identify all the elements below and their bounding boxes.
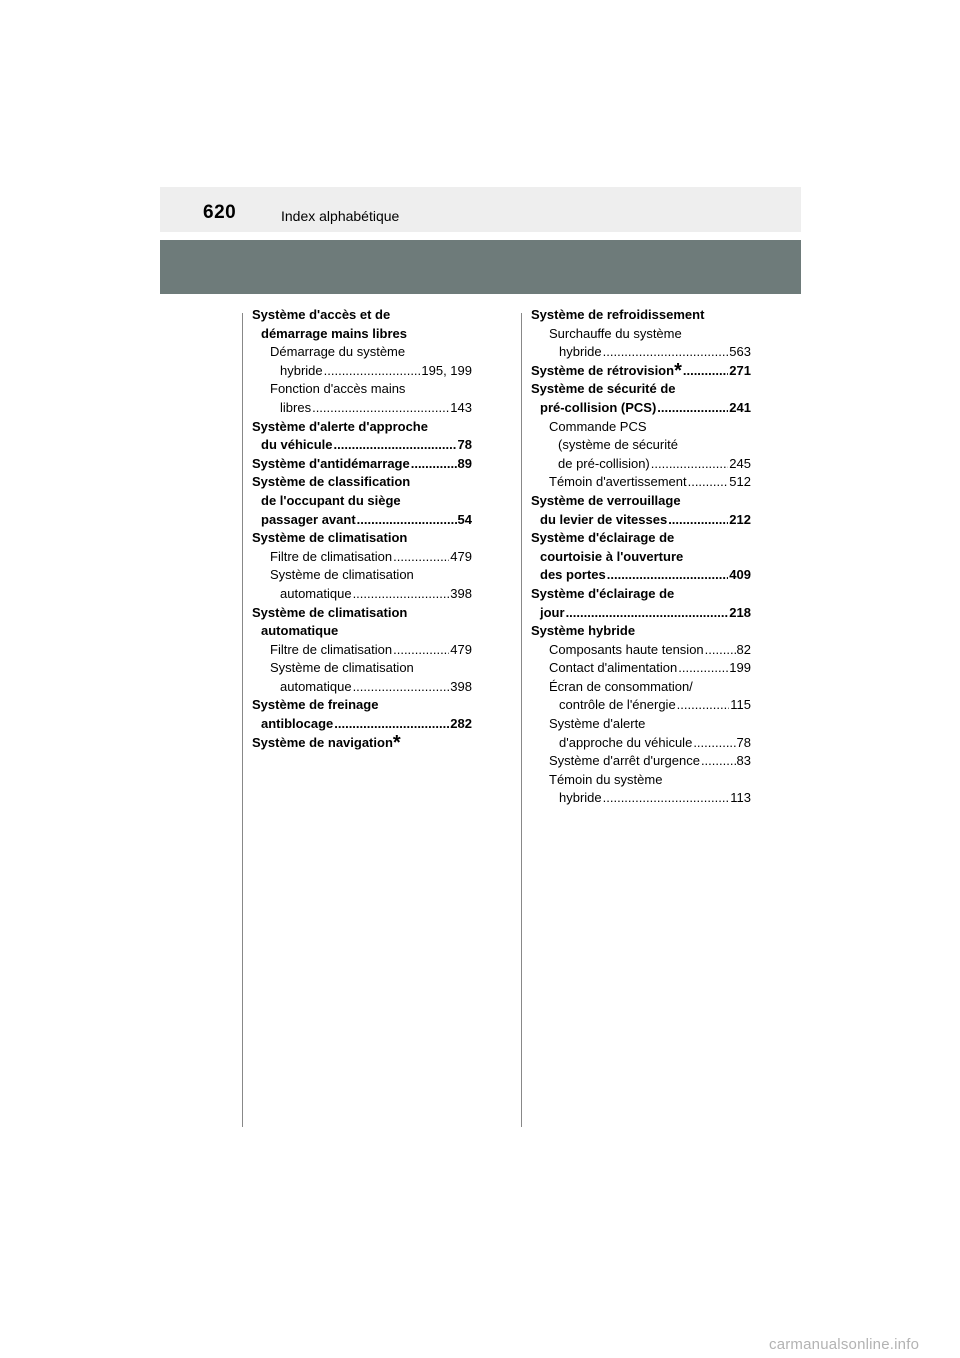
index-subentry-line [531,696,751,715]
dot-leader [668,511,728,530]
header-strip [160,187,801,232]
page-ref: 83 [736,753,751,769]
index-subentry-line [531,789,751,808]
index-entry-heading-cont: de l'occupant du siège [261,492,401,508]
page-ref: 398 [450,585,472,601]
footnote-star: * [674,359,682,382]
entry-text: contrôle de l'énergie [559,697,676,713]
index-entry-line [531,359,751,382]
page-ref: 82 [736,641,751,657]
entry-text: hybride [280,362,323,378]
entry-label: Système de rétrovision [531,362,675,378]
index-entry-heading: Système de sécurité de [531,381,676,397]
index-subentry: Surchauffe du système [549,325,682,341]
page-ref: 282 [450,716,472,732]
page-ref: 195, 199 [421,362,472,378]
dot-leader [693,734,735,753]
page-ref: 241 [729,399,751,415]
entry-text: libres [280,399,312,415]
index-subentry: Système de climatisation [270,567,414,583]
index-subentry-line [252,678,472,697]
dot-leader [353,585,450,604]
index-subentry-line [531,734,751,753]
index-entry-heading-cont: démarrage mains libres [261,325,407,341]
index-entry-line [252,715,472,734]
page-ref: 113 [730,790,751,806]
index-subentry-line [252,362,472,381]
entry-text: hybride [559,790,602,806]
index-entry-heading-cont: automatique [261,623,339,639]
entry-text: pré-collision (PCS) [540,399,657,415]
page-ref: 54 [457,511,472,527]
dot-leader [701,752,736,771]
index-entry-heading-cont: courtoisie à l'ouverture [540,548,684,564]
index-entry-heading: Système de verrouillage [531,492,681,508]
dot-leader [677,696,730,715]
entry-text: Contact d'alimentation [549,660,678,676]
entry-text: Composants haute tension [549,641,704,657]
index-subentry-cont: (système de sécurité [558,437,678,453]
dot-leader [603,343,729,362]
entry-text: antiblocage [261,716,334,732]
index-subentry-line [531,473,751,492]
dot-leader [705,641,736,660]
page-ref: 409 [729,567,751,583]
index-entry-heading: Système d'éclairage de [531,585,675,601]
page-ref: 271 [729,362,751,378]
dot-leader [334,715,449,734]
dot-leader [603,789,730,808]
page-ref: 212 [729,511,751,527]
page-ref: 563 [729,344,751,360]
column-rule-left [242,313,243,1127]
index-entry-line [531,566,751,585]
index-entry-line [531,399,751,418]
dot-leader [566,604,729,623]
watermark: carmanualsonline.info [769,1336,920,1353]
entry-text: jour [540,604,565,620]
index-entry-heading: Système hybride [531,623,636,639]
entry-text: Témoin d'avertissement [549,474,687,490]
dot-leader [607,566,729,585]
index-entry-heading: Système d'alerte d'approche [252,418,428,434]
dot-leader [353,678,450,697]
page-ref: 218 [729,604,751,620]
page-number: 620 [203,202,237,223]
dot-leader [411,455,457,474]
dot-leader [657,399,728,418]
entry-text: Filtre de climatisation [270,641,393,657]
page-ref: 398 [450,678,472,694]
column-rule-right [521,313,522,1127]
index-column-left [252,306,472,752]
index-subentry-line [252,399,472,418]
dot-leader [324,362,421,381]
index-entry-heading [252,731,472,754]
dot-leader [651,455,729,474]
entry-text: Système de navigation [252,734,393,750]
index-entry-line [531,604,751,623]
index-entry-heading: Système de freinage [252,697,379,713]
page-ref: 143 [450,399,472,415]
index-subentry-line [252,585,472,604]
dot-leader [393,548,449,567]
dot-leader [683,362,728,381]
dot-leader [334,436,457,455]
entry-text: Filtre de climatisation [270,548,393,564]
entry-text [531,359,682,382]
index-subentry: Écran de consommation/ [549,678,693,694]
index-subentry-line [531,659,751,678]
index-entry-line [531,511,751,530]
entry-text: Système d'antidémarrage [252,455,410,471]
index-subentry-line [531,455,751,474]
index-subentry: Commande PCS [549,418,647,434]
index-subentry-line [531,752,751,771]
index-entry-line [252,511,472,530]
page-ref: 89 [457,455,472,471]
entry-text: d'approche du véhicule [559,734,693,750]
page-ref: 479 [450,548,472,564]
index-subentry-line [531,343,751,362]
index-column-right [531,306,751,808]
dot-leader [312,399,449,418]
index-subentry: Système d'alerte [549,716,646,732]
index-entry-heading: Système de climatisation [252,530,408,546]
dot-leader [678,659,728,678]
index-subentry-line [252,548,472,567]
entry-text: passager avant [261,511,356,527]
entry-text: des portes [540,567,606,583]
entry-text: automatique [280,585,352,601]
entry-text: de pré-collision) [558,455,650,471]
index-subentry-line [252,641,472,660]
index-entry-line [252,436,472,455]
entry-text: automatique [280,678,352,694]
page-ref: 245 [729,455,751,471]
index-subentry: Démarrage du système [270,344,406,360]
index-entry-heading: Système d'éclairage de [531,530,675,546]
page-ref: 78 [736,734,751,750]
index-entry-heading: Système de refroidissement [531,307,705,322]
index-entry-heading: Système de climatisation [252,604,408,620]
entry-text: hybride [559,344,602,360]
section-title: Index alphabétique [281,208,400,224]
entry-text: du levier de vitesses [540,511,668,527]
footnote-star: * [392,731,401,754]
page-ref: 78 [457,437,472,453]
dot-leader [393,641,449,660]
entry-text: Système d'arrêt d'urgence [549,753,700,769]
page-ref: 512 [729,474,751,490]
page-ref: 199 [729,660,751,676]
entry-text: du véhicule [261,437,333,453]
dot-leader [357,511,457,530]
index-subentry: Système de climatisation [270,660,414,676]
index-subentry: Témoin du système [549,771,663,787]
dot-leader [688,473,729,492]
index-subentry: Fonction d'accès mains [270,381,406,397]
index-entry-heading: Système d'accès et de [252,307,391,322]
header-band [160,240,801,294]
page-ref: 115 [730,697,751,713]
index-subentry-line [531,641,751,660]
page-ref: 479 [450,641,472,657]
index-entry-heading: Système de classification [252,474,411,490]
index-entry-line [252,455,472,474]
